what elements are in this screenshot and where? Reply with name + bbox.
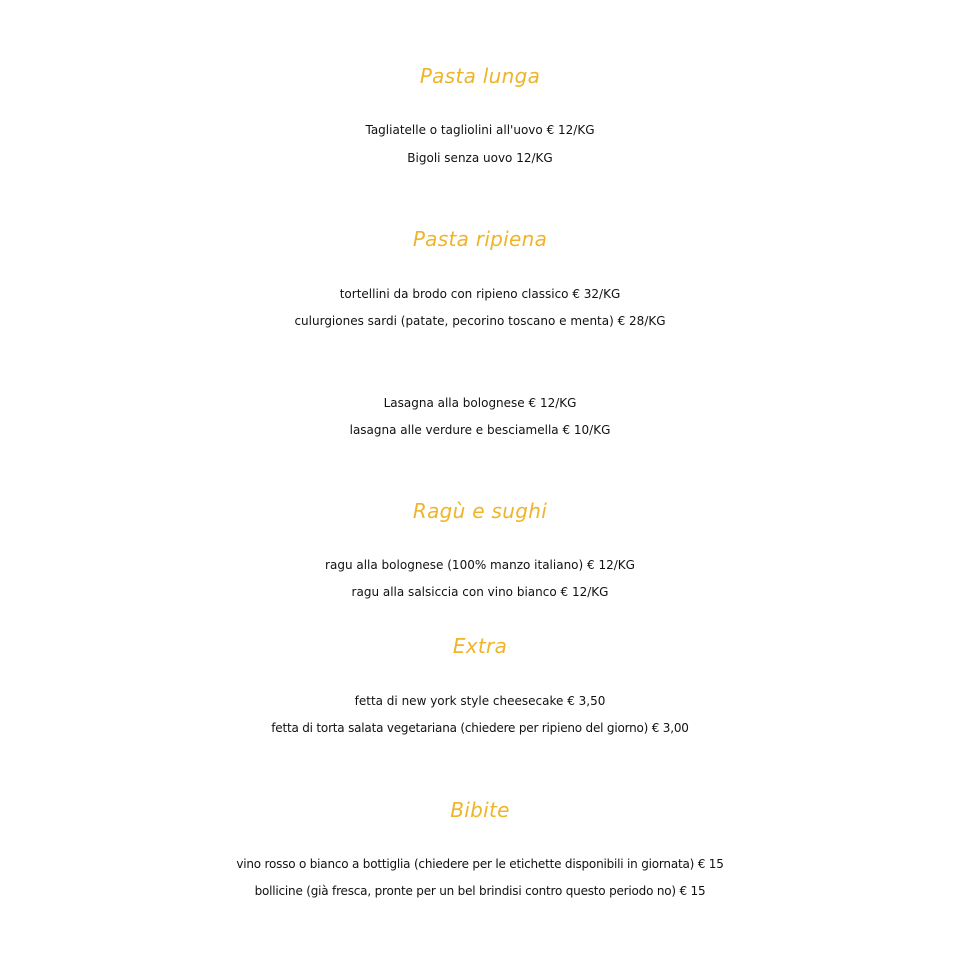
menu-item-torta-salata: fetta di torta salata vegetariana (chiedere per ripieno del giorno) € 3,00 [271, 721, 689, 735]
section-heading-ragu-e-sughi: Ragù e sughi [412, 499, 548, 523]
menu-item-lasagna-verdure: lasagna alle verdure e besciamella € 10/KG [349, 423, 611, 437]
section-heading-pasta-lunga: Pasta lunga [419, 64, 541, 88]
menu-item-bollicine: bollicine (già fresca, pronte per un bel brindisi contro questo periodo no) € 15 [254, 884, 706, 898]
menu-item-cheesecake: fetta di new york style cheesecake € 3,50 [354, 694, 606, 708]
menu-item-lasagna-bolognese: Lasagna alla bolognese € 12/KG [383, 396, 577, 410]
section-heading-extra: Extra [452, 634, 508, 658]
section-heading-bibite: Bibite [450, 798, 510, 822]
menu-item-tagliatelle: Tagliatelle o tagliolini all'uovo € 12/KG [365, 123, 595, 137]
menu-item-ragu-bolognese: ragu alla bolognese (100% manzo italiano) € 12/KG [325, 558, 635, 572]
menu-item-vino: vino rosso o bianco a bottiglia (chiedere per le etichette disponibili in giornata) € 15 [236, 857, 724, 871]
menu-item-tortellini: tortellini da brodo con ripieno classico € 32/KG [339, 287, 621, 301]
menu-item-ragu-salsiccia: ragu alla salsiccia con vino bianco € 12/KG [351, 585, 609, 599]
menu-item-culurgiones: culurgiones sardi (patate, pecorino toscano e menta) € 28/KG [294, 314, 666, 328]
menu-item-bigoli: Bigoli senza uovo 12/KG [407, 151, 553, 165]
section-heading-pasta-ripiena: Pasta ripiena [412, 227, 548, 251]
